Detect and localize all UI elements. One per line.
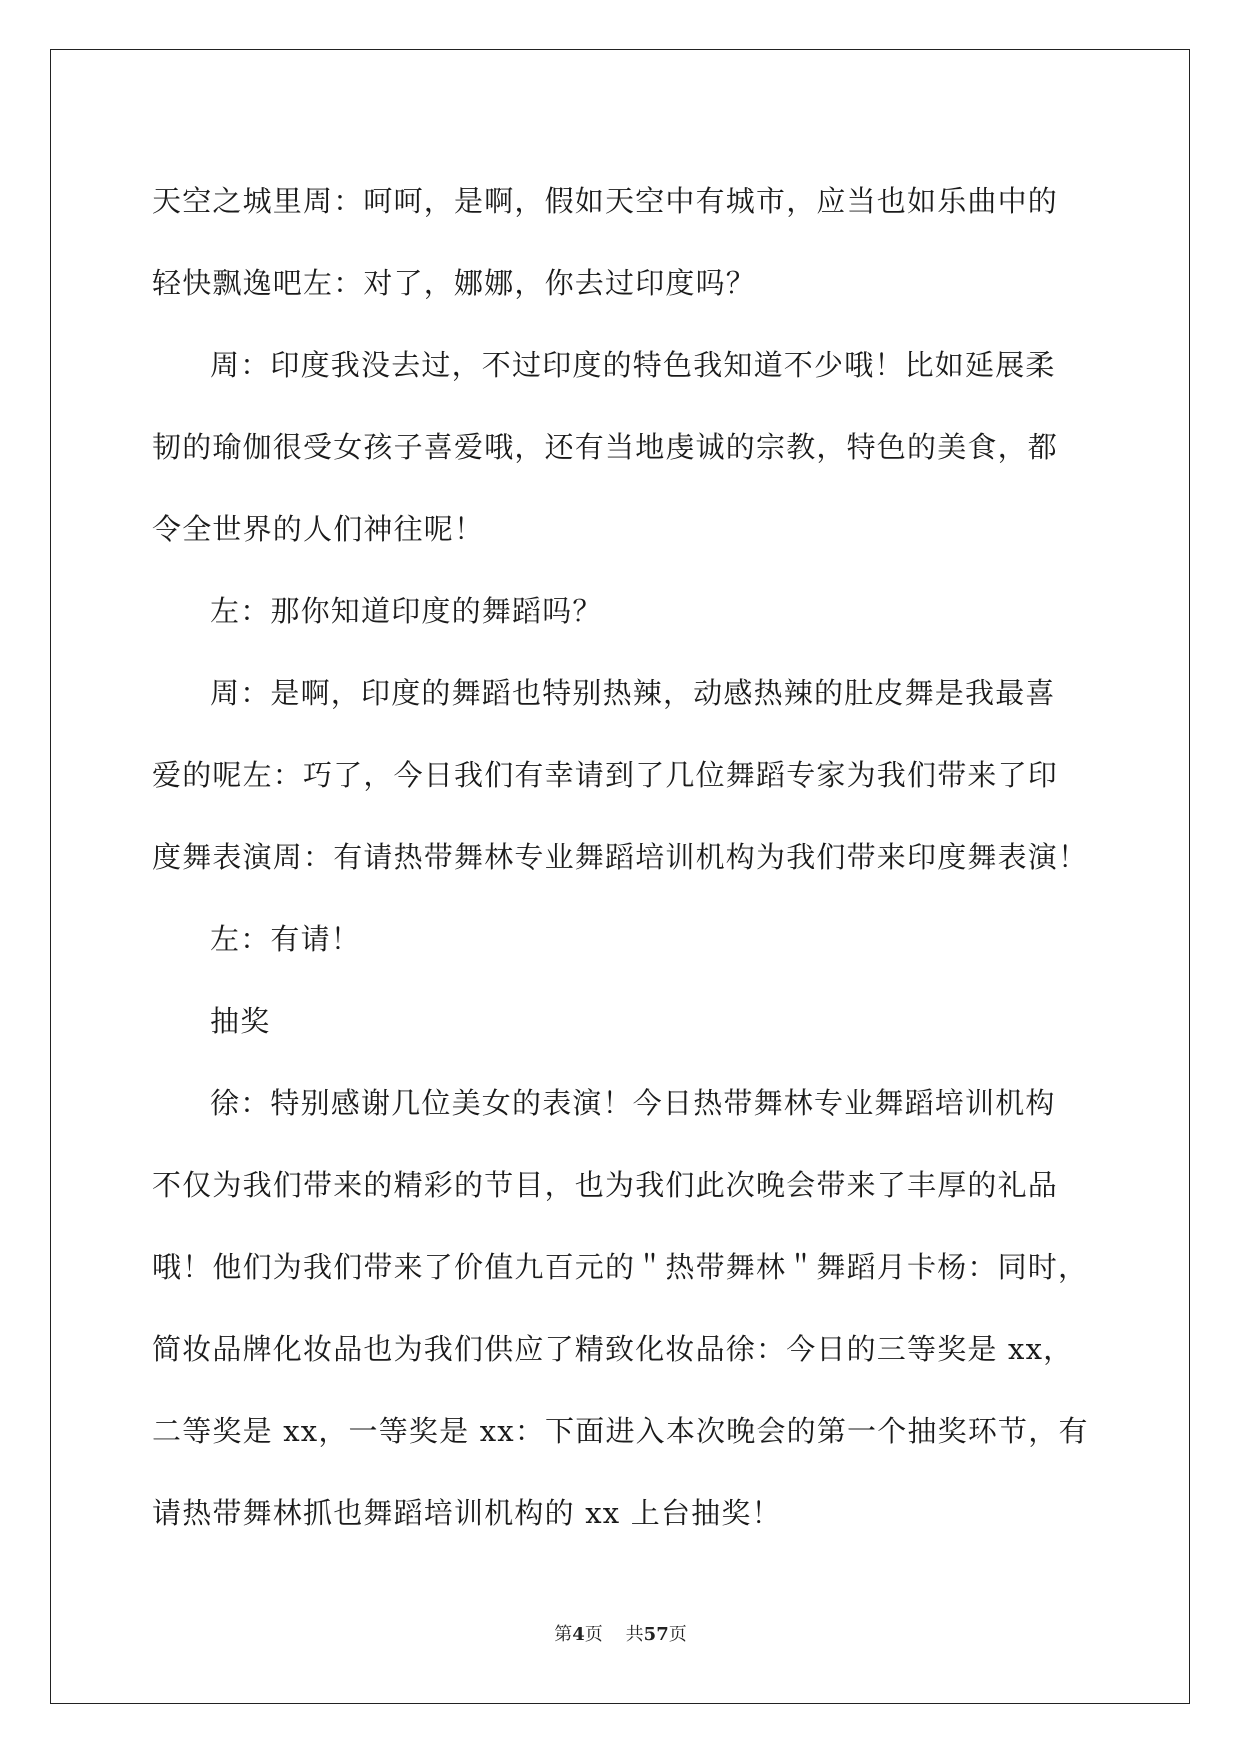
text-line: 二等奖是 xx，一等奖是 xx：下面进入本次晚会的第一个抽奖环节，有 <box>152 1414 1089 1448</box>
text-line: 请热带舞林抓也舞蹈培训机构的 xx 上台抽奖！ <box>152 1496 782 1530</box>
text-line: 爱的呢左：巧了，今日我们有幸请到了几位舞蹈专家为我们带来了印 <box>152 758 1059 792</box>
document-body <box>152 160 1092 1554</box>
paragraph-1 <box>152 160 1092 324</box>
text-line: 左：有请！ <box>210 922 362 956</box>
total-suffix: 页 <box>668 1624 687 1645</box>
text-line: 周：是啊，印度的舞蹈也特别热辣，动感热辣的肚皮舞是我最喜 <box>210 676 1056 710</box>
page-footer <box>0 1620 1241 1646</box>
paragraph-4 <box>152 652 1092 898</box>
text-line: 周：印度我没去过，不过印度的特色我知道不少哦！比如延展柔 <box>210 348 1056 382</box>
paragraph-2 <box>152 324 1092 570</box>
paragraph-7 <box>152 1062 1092 1554</box>
text-line: 不仅为我们带来的精彩的节目，也为我们此次晚会带来了丰厚的礼品 <box>152 1168 1059 1202</box>
text-line: 左：那你知道印度的舞蹈吗？ <box>210 594 603 628</box>
page-suffix: 页 <box>584 1624 603 1645</box>
text-line: 天空之城里周：呵呵，是啊，假如天空中有城市，应当也如乐曲中的 <box>152 184 1059 218</box>
text-line: 轻快飘逸吧左：对了，娜娜，你去过印度吗？ <box>152 266 757 300</box>
section-heading: 抽奖 <box>210 1004 271 1038</box>
page-number: 4 <box>572 1624 585 1645</box>
text-line: 韧的瑜伽很受女孩子喜爱哦，还有当地虔诚的宗教，特色的美食，都 <box>152 430 1059 464</box>
text-line: 度舞表演周：有请热带舞林专业舞蹈培训机构为我们带来印度舞表演！ <box>152 840 1089 874</box>
total-prefix: 共 <box>625 1624 644 1645</box>
text-line: 令全世界的人们神往呢！ <box>152 512 485 546</box>
page-prefix: 第 <box>554 1624 573 1645</box>
text-line: 简妆品牌化妆品也为我们供应了精致化妆品徐：今日的三等奖是 xx， <box>152 1332 1074 1366</box>
total-pages: 57 <box>643 1624 669 1645</box>
paragraph-5 <box>152 898 1092 980</box>
paragraph-6 <box>152 980 1092 1062</box>
text-line: 哦！他们为我们带来了价值九百元的＂热带舞林＂舞蹈月卡杨：同时， <box>152 1250 1089 1284</box>
text-line: 徐：特别感谢几位美女的表演！今日热带舞林专业舞蹈培训机构 <box>210 1086 1056 1120</box>
paragraph-3 <box>152 570 1092 652</box>
